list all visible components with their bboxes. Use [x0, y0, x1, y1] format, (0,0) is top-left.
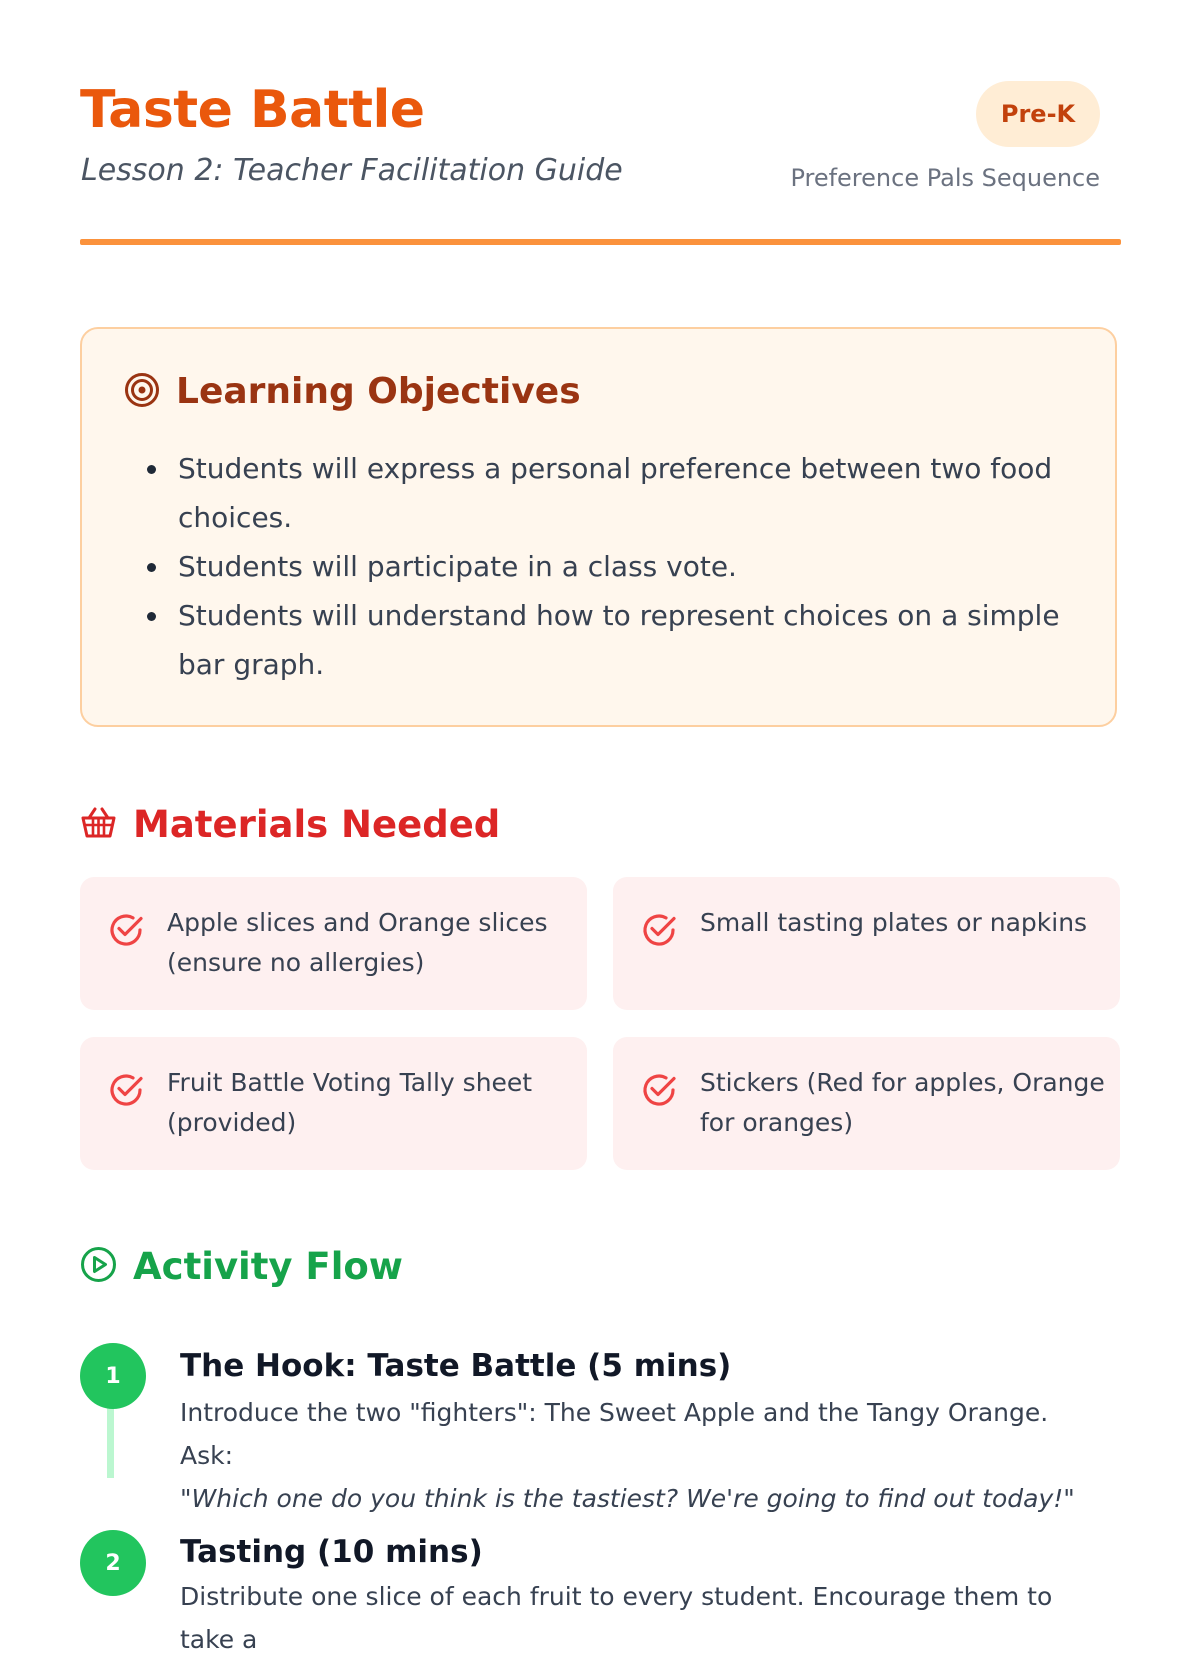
check-circle-icon — [107, 1071, 145, 1113]
objective-item: Students will participate in a class vote. — [124, 542, 1084, 591]
activity-heading: Activity Flow — [133, 1245, 403, 1288]
activity-header — [80, 1246, 403, 1287]
step-text: Distribute one slice of each fruit to every student. Encourage them to take a — [180, 1582, 1053, 1654]
material-text: Apple slices and Orange slices (ensure no allergies) — [167, 908, 548, 977]
check-circle-icon — [107, 911, 145, 953]
material-text: Small tasting plates or napkins — [700, 908, 1088, 937]
step-description — [180, 1391, 1100, 1520]
play-circle-icon — [80, 1246, 117, 1287]
step-number: 1 — [80, 1343, 146, 1409]
target-icon — [124, 372, 160, 412]
step-number: 2 — [80, 1530, 146, 1596]
grade-badge: Pre-K — [976, 81, 1100, 147]
objectives-header — [124, 372, 581, 412]
objective-item: Students will understand how to represent choices on a simple bar graph. — [124, 591, 1084, 689]
material-card — [613, 1037, 1120, 1170]
material-card — [80, 1037, 587, 1170]
step-description — [180, 1575, 1100, 1661]
page-subtitle: Lesson 2: Teacher Facilitation Guide — [81, 153, 623, 188]
material-card — [80, 877, 587, 1010]
sequence-label: Preference Pals Sequence — [790, 164, 1100, 192]
page-title: Taste Battle — [80, 80, 425, 140]
header-divider — [80, 239, 1121, 245]
material-text: Fruit Battle Voting Tally sheet (provided) — [167, 1068, 533, 1137]
step-title: Tasting (10 mins) — [180, 1534, 483, 1570]
step-text: Introduce the two "fighters": The Sweet Apple and the Tangy Orange. Ask: — [180, 1398, 1049, 1470]
materials-heading: Materials Needed — [133, 803, 501, 846]
objectives-heading: Learning Objectives — [176, 371, 581, 412]
material-text: Stickers (Red for apples, Orange for oranges) — [700, 1068, 1105, 1137]
objective-item: Students will express a personal preference between two food choices. — [124, 444, 1084, 542]
materials-header — [80, 803, 501, 846]
basket-icon — [80, 806, 117, 843]
check-circle-icon — [640, 911, 678, 953]
material-card — [613, 877, 1120, 1010]
objectives-list — [124, 444, 1084, 689]
check-circle-icon — [640, 1071, 678, 1113]
step-title: The Hook: Taste Battle (5 mins) — [180, 1348, 732, 1384]
step-quote: "Which one do you think is the tastiest? We're going to find out today!" — [180, 1484, 1075, 1513]
